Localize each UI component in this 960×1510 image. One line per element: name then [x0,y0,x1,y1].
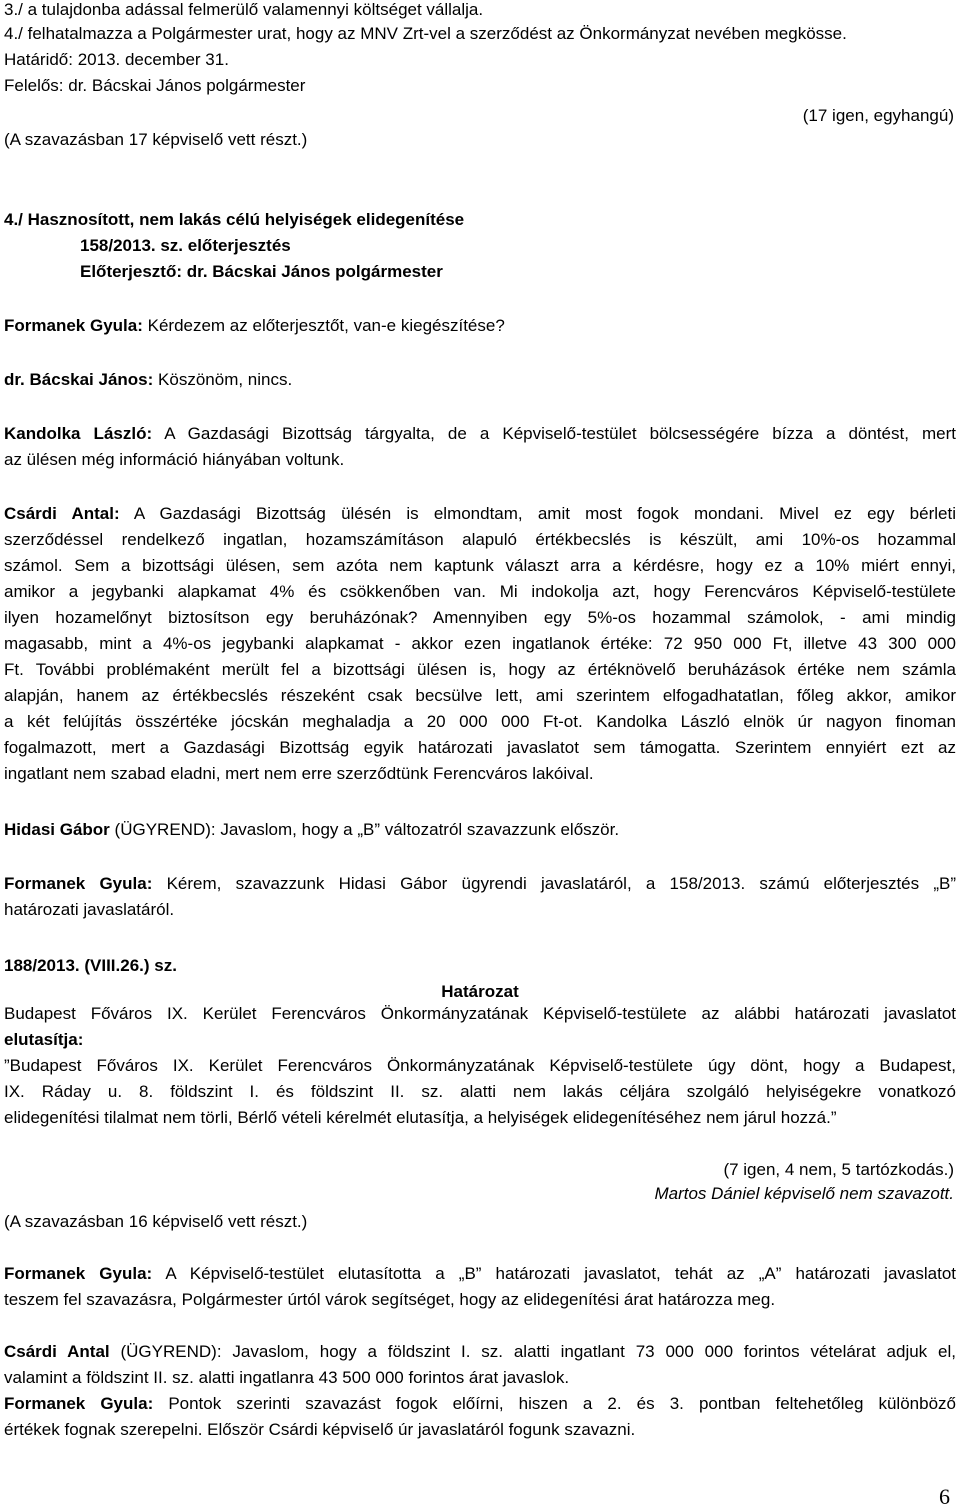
agenda-item-heading: 4./ Hasznosított, nem lakás célú helyiségek elidegenítése [4,210,465,229]
resolution-line1: Budapest Főváros IX. Kerület Ferencváros Önkormányzatának Képviselő-testülete az alábbi határozati javaslatot [4,1004,956,1023]
speech-formanek-2: Formanek Gyula: Kérem, szavazzunk Hidasi Gábor ügyrendi javaslatáról, a 158/2013. számú előterjesztés „B” [4,874,956,893]
resolution-quote-line3: elidegenítési tilalmat nem törli, Bérlő vételi kérelmét elutasítja, a helyiségek elidegenítéséhez nem járul hozzá.” [4,1108,837,1127]
resolution-number: 188/2013. (VIII.26.) sz. [4,956,177,975]
speech-csardi-line7: Ft. További problémaként merült fel a bizottsági ülésen is, hogy az értéknövelő beruházások értéke nem számla [4,660,956,679]
responsible: Felelős: dr. Bácskai János polgármester [4,76,306,95]
speech-csardi-line3: számol. Sem a bizottsági ülésen, sem azóta nem kaptunk választ arra a kérdésre, hogy ez a 10% miért ennyi, [4,556,956,575]
speech-hidasi: Hidasi Gábor (ÜGYREND): Javaslom, hogy a „B” változatról szavazzunk először. [4,820,620,839]
speech-csardi-line4: amikor a jegybanki alapkamat 4% és csökkenőben van. Mi indokolja azt, hogy Ferencváros Képviselő-testülete [4,582,956,601]
speech-csardi-line10: fogalmazott, mert a Gazdasági Bizottság egyik határozati javaslatot sem támogatta. Szerintem ennyiért ezt az [4,738,956,757]
speech-csardi-line6: magasabb, mint a 4%-os jegybanki alapkamat - akkor ezen ingatlanok értéke: 72 950 000 Ft, illetve 43 300 000 [4,634,956,653]
speech-formanek-3-line2: teszem fel szavazásra, Polgármester úrtól várok segítséget, hogy az elidegenítési árat határozza meg. [4,1290,776,1309]
speech-csardi-line5: ilyen hozamelőnyt biztosítson egy beruházónak? Amennyiben egy 5%-os hozammal számolok, - ami mindig [4,608,956,627]
speech-kandolka-line2: az ülésen még információ hiányában voltunk. [4,450,345,469]
speech-csardi-line11: ingatlant nem szabad eladni, mert nem erre szerződtünk Ferencváros lakóival. [4,764,594,783]
vote-result-2: (7 igen, 4 nem, 5 tartózkodás.) [723,1160,954,1179]
speech-csardi-line8: alapján, hanem az értékbecslés részeként csak becsülve lett, ami szerintem elfogadhatatlan, főleg akkor, amikor [4,686,956,705]
speech-csardi: Csárdi Antal: A Gazdasági Bizottság ülésén is elmondtam, amit most fogok mondani. Mivel ez egy bérleti [4,504,956,523]
speech-formanek-4: Formanek Gyula: Pontok szerinti szavazást fogok előírni, hiszen a 2. és 3. pontban feltehetőleg különböző [4,1394,956,1413]
speech-csardi-2: Csárdi Antal (ÜGYREND): Javaslom, hogy a földszint I. sz. alatti ingatlant 73 000 000 forintos vételárat adjuk el, [4,1342,956,1361]
resolution-rejects: elutasítja: [4,1030,84,1049]
speech-formanek-2-line2: határozati javaslatáról. [4,900,175,919]
speech-csardi-line9: a két felújítás összértéke jócskán meghaladja a 20 000 000 Ft-ot. Kandolka László elnök úr nagyon finoman [4,712,956,731]
speech-kandolka: Kandolka László: A Gazdasági Bizottság tárgyalta, de a Képviselő-testület bölcsességére bízza a döntést, mert [4,424,956,443]
speech-csardi-2-line2: valamint a földszint II. sz. alatti ingatlanra 43 500 000 forintos árat javaslok. [4,1368,570,1387]
attendance-2: (A szavazásban 16 képviselő vett részt.) [4,1212,308,1231]
resolution-quote-line1: ”Budapest Főváros IX. Kerület Ferencváros Önkormányzatának Képviselő-testülete úgy dönt, hogy a Budapest, [4,1056,956,1075]
vote-result: (17 igen, egyhangú) [802,106,954,125]
speech-formanek-4-line2: értékek fognak szerepelni. Először Csárdi képviselő úr javaslatáról fogunk szavazni. [4,1420,636,1439]
attendance: (A szavazásban 17 képviselő vett részt.) [4,130,308,149]
resolution-title: Határozat [441,982,519,1001]
speech-formanek-3: Formanek Gyula: A Képviselő-testület elutasította a „B” határozati javaslatot, tehát az „A” határozati javaslatot [4,1264,956,1283]
list-item-3: 3./ a tulajdonba adással felmerülő valamennyi költséget vállalja. [4,0,484,19]
proposer: Előterjesztő: dr. Bácskai János polgármester [80,262,443,281]
speech-formanek-1: Formanek Gyula: Kérdezem az előterjesztőt, van-e kiegészítése? [4,316,505,335]
speech-bacskai: dr. Bácskai János: Köszönöm, nincs. [4,370,293,389]
page-number: 6 [939,1484,950,1509]
list-item-4: 4./ felhatalmazza a Polgármester urat, hogy az MNV Zrt-vel a szerződést az Önkormányzat nevében megkösse. [4,24,847,43]
resolution-quote-line2: IX. Ráday u. 8. földszint I. és földszint II. sz. alatti nem lakás céljára szolgáló helyiségekre vonatkozó [4,1082,956,1101]
deadline: Határidő: 2013. december 31. [4,50,229,69]
vote-note: Martos Dániel képviselő nem szavazott. [654,1184,954,1203]
speech-csardi-line2: szerződéssel rendelkező ingatlan, hozamszámításon alapuló értékbecslés is készült, ami 10%-os hozammal [4,530,956,549]
proposal-number: 158/2013. sz. előterjesztés [80,236,291,255]
